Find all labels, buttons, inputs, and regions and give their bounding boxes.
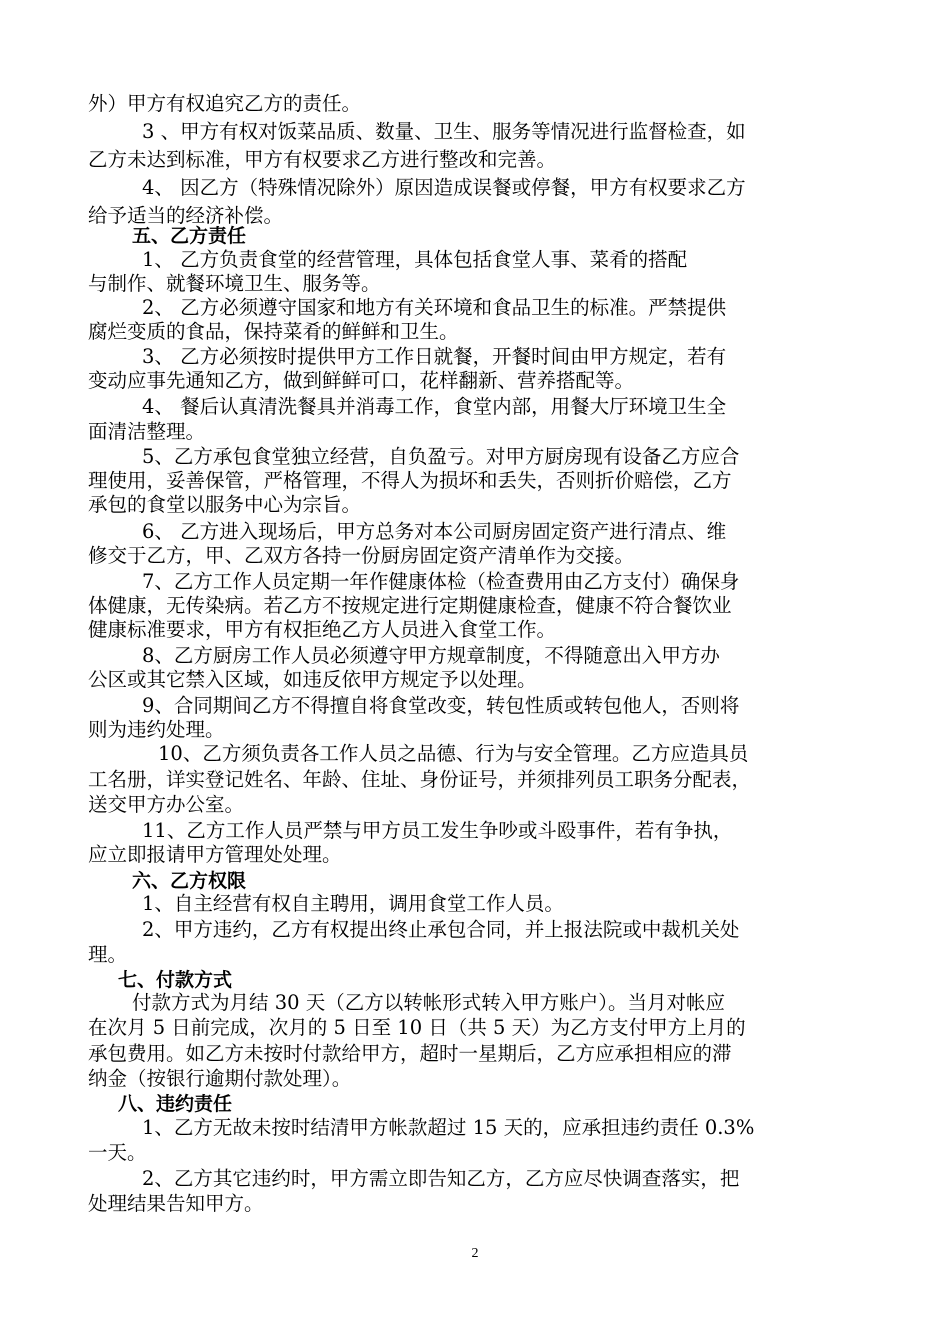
section-heading: 五、乙方责任 <box>132 225 247 247</box>
text-line: 8、乙方厨房工作人员必须遵守甲方规章制度，不得随意出入甲方办 <box>142 644 720 667</box>
section-heading: 八、违约责任 <box>118 1093 233 1115</box>
text-line: 送交甲方办公室。 <box>88 793 245 816</box>
text-line: 11、乙方工作人员严禁与甲方员工发生争吵或斗殴事件，若有争执， <box>142 819 733 842</box>
text-line: 变动应事先通知乙方，做到鲜鲜可口，花样翻新、营养搭配等。 <box>88 369 635 392</box>
text-line: 则为违约处理。 <box>88 718 225 741</box>
text-line: 工名册，详实登记姓名、年龄、住址、身份证号，并须排列员工职务分配表， <box>88 768 752 791</box>
text-line: 3 、甲方有权对饭菜品质、数量、卫生、服务等情况进行监督检查，如 <box>142 120 746 143</box>
text-line: 2、乙方其它违约时，甲方需立即告知乙方，乙方应尽快调查落实，把 <box>142 1167 740 1190</box>
text-line: 一天。 <box>88 1141 147 1164</box>
text-line: 面清洁整理。 <box>88 420 206 443</box>
text-line: 在次月 5 日前完成，次月的 5 日至 10 日（共 5 天）为乙方支付甲方上月的 <box>88 1016 746 1039</box>
text-line: 1、自主经营有权自主聘用，调用食堂工作人员。 <box>142 892 564 915</box>
text-line: 给予适当的经济补偿。 <box>88 204 284 227</box>
section-heading: 六、乙方权限 <box>132 870 247 892</box>
text-line: 付款方式为月结 30 天（乙方以转帐形式转入甲方账户）。当月对帐应 <box>132 991 725 1014</box>
text-line: 外）甲方有权追究乙方的责任。 <box>88 92 362 115</box>
text-line: 9、合同期间乙方不得擅自将食堂改变，转包性质或转包他人，否则将 <box>142 694 740 717</box>
text-line: 腐烂变质的食品，保持菜肴的鲜鲜和卫生。 <box>88 320 459 343</box>
text-line: 3、 乙方必须按时提供甲方工作日就餐，开餐时间由甲方规定，若有 <box>142 345 727 368</box>
text-line: 1、乙方无故未按时结清甲方帐款超过 15 天的，应承担违约责任 0.3% <box>142 1116 755 1139</box>
text-line: 承包费用。如乙方未按时付款给甲方，超时一星期后，乙方应承担相应的滞 <box>88 1042 732 1065</box>
page-number: 2 <box>471 1246 479 1261</box>
text-line: 健康标准要求，甲方有权拒绝乙方人员进入食堂工作。 <box>88 618 557 641</box>
text-line: 修交于乙方，甲、乙双方各持一份厨房固定资产清单作为交接。 <box>88 544 635 567</box>
text-line: 1、 乙方负责食堂的经营管理，具体包括食堂人事、菜肴的搭配 <box>142 248 688 271</box>
text-line: 理使用，妥善保管，严格管理，不得人为损坏和丢失，否则折价赔偿，乙方 <box>88 469 732 492</box>
text-line: 4、 因乙方（特殊情况除外）原因造成误餐或停餐，甲方有权要求乙方 <box>142 176 746 199</box>
text-line: 4、 餐后认真清洗餐具并消毒工作，食堂内部，用餐大厅环境卫生全 <box>142 395 727 418</box>
text-line: 10、乙方须负责各工作人员之品德、行为与安全管理。乙方应造具员 <box>158 742 749 765</box>
text-line: 纳金（按银行逾期付款处理）。 <box>88 1067 352 1090</box>
text-line: 5、乙方承包食堂独立经营，自负盈亏。对甲方厨房现有设备乙方应合 <box>142 445 740 468</box>
text-line: 乙方未达到标准，甲方有权要求乙方进行整改和完善。 <box>88 148 557 171</box>
text-line: 体健康，无传染病。若乙方不按规定进行定期健康检查，健康不符合餐饮业 <box>88 594 732 617</box>
text-line: 公区或其它禁入区域，如违反依甲方规定予以处理。 <box>88 668 537 691</box>
text-line: 2、甲方违约，乙方有权提出终止承包合同，并上报法院或中裁机关处 <box>142 918 740 941</box>
text-line: 2、 乙方必须遵守国家和地方有关环境和食品卫生的标准。严禁提供 <box>142 296 727 319</box>
text-line: 应立即报请甲方管理处处理。 <box>88 843 342 866</box>
text-line: 承包的食堂以服务中心为宗旨。 <box>88 493 362 516</box>
text-line: 6、 乙方进入现场后，甲方总务对本公司厨房固定资产进行清点、维 <box>142 520 727 543</box>
text-line: 7、乙方工作人员定期一年作健康体检（检查费用由乙方支付）确保身 <box>142 570 740 593</box>
section-heading: 七、付款方式 <box>118 969 233 991</box>
text-line: 理。 <box>88 943 128 966</box>
text-line: 处理结果告知甲方。 <box>88 1192 264 1215</box>
text-line: 与制作、就餐环境卫生、服务等。 <box>88 272 381 295</box>
